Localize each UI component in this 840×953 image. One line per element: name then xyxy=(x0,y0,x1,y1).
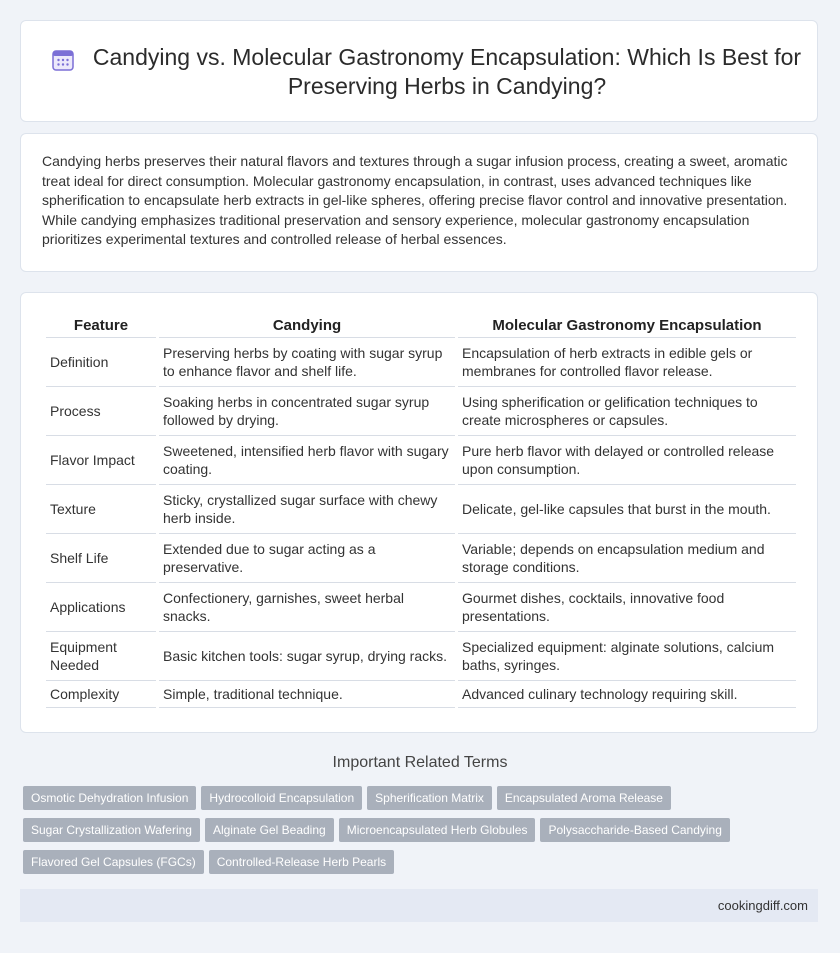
encapsulation-cell: Advanced culinary technology requiring skill. xyxy=(458,681,796,708)
feature-cell: Shelf Life xyxy=(46,534,156,583)
related-term-tag[interactable]: Alginate Gel Beading xyxy=(205,818,334,842)
candying-cell: Sweetened, intensified herb flavor with sugary coating. xyxy=(159,436,455,485)
feature-cell: Equipment Needed xyxy=(46,632,156,681)
comparison-table xyxy=(43,314,799,708)
feature-cell: Flavor Impact xyxy=(46,436,156,485)
encapsulation-cell: Encapsulation of herb extracts in edible gels or membranes for controlled flavor release. xyxy=(458,338,796,387)
table-header-row xyxy=(46,314,796,338)
column-header-encapsulation: Molecular Gastronomy Encapsulation xyxy=(458,314,796,338)
title-card xyxy=(20,20,818,122)
column-header-candying: Candying xyxy=(159,314,455,338)
related-term-tag[interactable]: Sugar Crystallization Wafering xyxy=(23,818,200,842)
encapsulation-cell: Using spherification or gelification techniques to create microspheres or capsules. xyxy=(458,387,796,436)
encapsulation-cell: Specialized equipment: alginate solutions, calcium baths, syringes. xyxy=(458,632,796,681)
table-row xyxy=(46,534,796,583)
feature-cell: Applications xyxy=(46,583,156,632)
intro-paragraph: Candying herbs preserves their natural flavors and textures through a sugar infusion process, creating a sweet, aromatic treat ideal for direct consumption. Molecular gastronomy encapsulation, in contrast, uses advanced techniques like spherification to encapsulate herb extracts in gel-like spheres, offering precise flavor control and innovative presentation. While candying emphasizes traditional preservation and sensory experience, molecular gastronomy encapsulation prioritizes experimental textures and controlled release of herbal essences. xyxy=(42,153,788,247)
related-term-tag[interactable]: Hydrocolloid Encapsulation xyxy=(201,786,362,810)
footer xyxy=(20,889,818,922)
candying-cell: Extended due to sugar acting as a preservative. xyxy=(159,534,455,583)
encapsulation-cell: Delicate, gel-like capsules that burst in the mouth. xyxy=(458,485,796,534)
related-terms-list xyxy=(23,786,763,882)
candying-cell: Soaking herbs in concentrated sugar syrup followed by drying. xyxy=(159,387,455,436)
encapsulation-cell: Gourmet dishes, cocktails, innovative food presentations. xyxy=(458,583,796,632)
feature-cell: Texture xyxy=(46,485,156,534)
feature-cell: Process xyxy=(46,387,156,436)
column-header-feature: Feature xyxy=(46,314,156,338)
table-row xyxy=(46,436,796,485)
table-row xyxy=(46,338,796,387)
related-term-tag[interactable]: Controlled-Release Herb Pearls xyxy=(209,850,394,874)
related-term-tag[interactable]: Spherification Matrix xyxy=(367,786,492,810)
candying-cell: Preserving herbs by coating with sugar syrup to enhance flavor and shelf life. xyxy=(159,338,455,387)
related-term-tag[interactable]: Polysaccharide-Based Candying xyxy=(540,818,729,842)
candying-cell: Basic kitchen tools: sugar syrup, drying racks. xyxy=(159,632,455,681)
encapsulation-cell: Variable; depends on encapsulation medium and storage conditions. xyxy=(458,534,796,583)
calendar-icon xyxy=(51,48,75,72)
candying-cell: Confectionery, garnishes, sweet herbal snacks. xyxy=(159,583,455,632)
candying-cell: Simple, traditional technique. xyxy=(159,681,455,708)
table-row xyxy=(46,485,796,534)
table-row xyxy=(46,387,796,436)
related-term-tag[interactable]: Flavored Gel Capsules (FGCs) xyxy=(23,850,204,874)
intro-card xyxy=(20,133,818,272)
table-row xyxy=(46,632,796,681)
candying-cell: Sticky, crystallized sugar surface with chewy herb inside. xyxy=(159,485,455,534)
feature-cell: Definition xyxy=(46,338,156,387)
related-terms-heading: Important Related Terms xyxy=(332,754,508,771)
related-term-tag[interactable]: Microencapsulated Herb Globules xyxy=(339,818,536,842)
related-term-tag[interactable]: Encapsulated Aroma Release xyxy=(497,786,671,810)
page-title: Candying vs. Molecular Gastronomy Encapsulation: Which Is Best for Preserving Herbs in Candying? xyxy=(92,44,802,99)
related-term-tag[interactable]: Osmotic Dehydration Infusion xyxy=(23,786,196,810)
footer-site-link[interactable]: cookingdiff.com xyxy=(717,898,808,913)
comparison-table-card xyxy=(20,292,818,733)
encapsulation-cell: Pure herb flavor with delayed or controlled release upon consumption. xyxy=(458,436,796,485)
table-row xyxy=(46,583,796,632)
table-row xyxy=(46,681,796,708)
feature-cell: Complexity xyxy=(46,681,156,708)
